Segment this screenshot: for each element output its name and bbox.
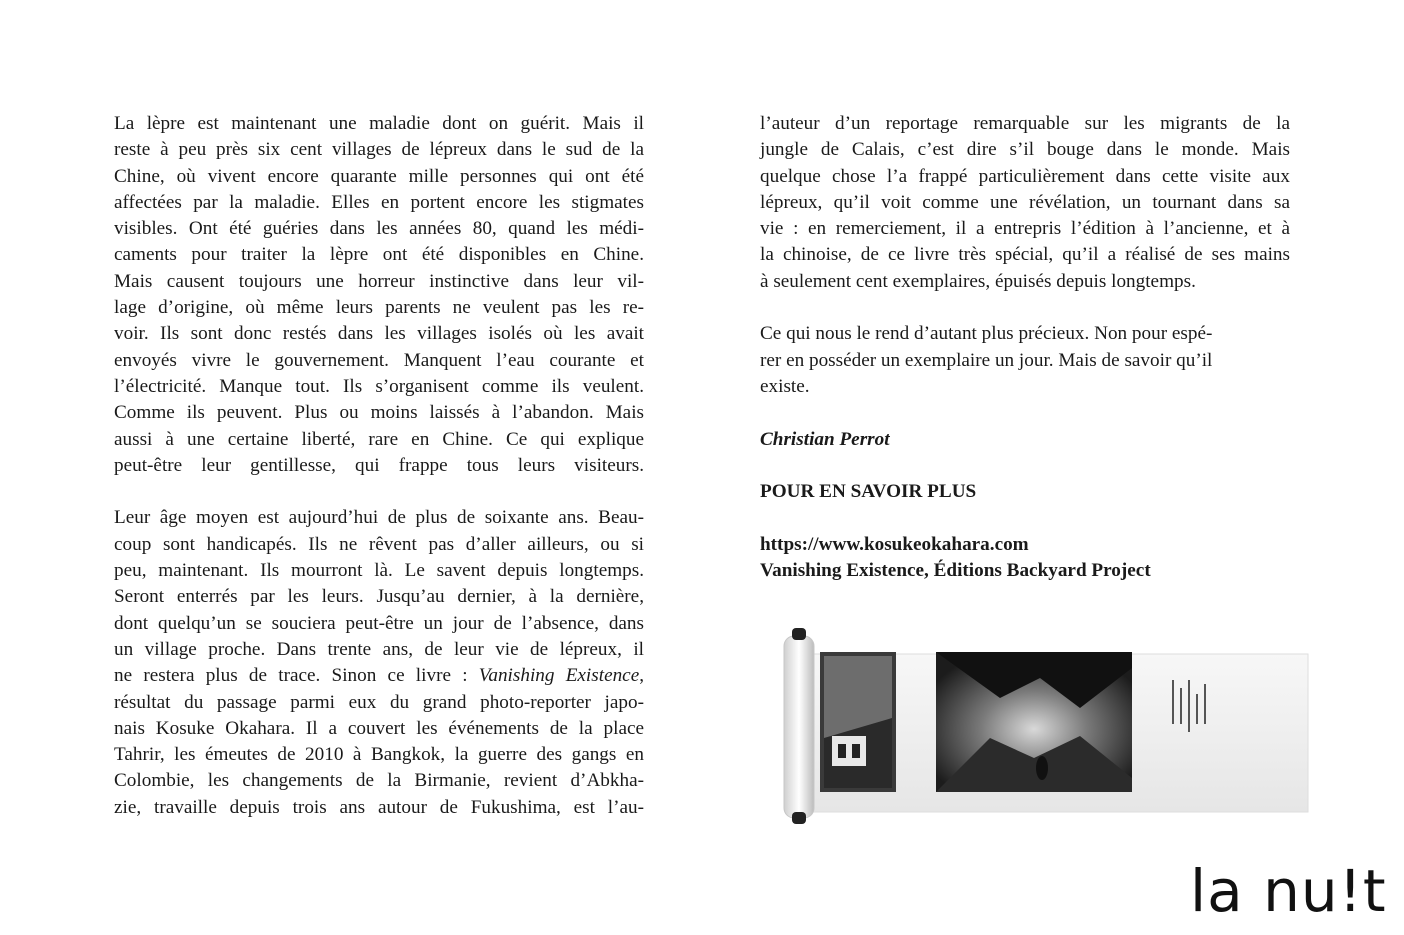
text-line: existe. bbox=[760, 375, 810, 397]
author-signature: Christian Perrot bbox=[760, 428, 890, 450]
text-line: reste à peu près six cent villages de lépreux dans le sud de la bbox=[114, 139, 644, 161]
text-line: Mais causent toujours une horreur instinctive dans leur vil- bbox=[114, 270, 644, 292]
book-reference: Vanishing Existence, Éditions Backyard Project bbox=[760, 560, 1151, 582]
paragraph-2 bbox=[114, 505, 644, 821]
text-line: affectées par la maladie. Elles en portent encore les stigmates bbox=[114, 191, 644, 213]
text-line: coup sont handicapés. Ils ne rêvent pas d’aller ailleurs, ou si bbox=[114, 533, 644, 555]
text-line: quelque chose l’a frappé particulièrement dans cette visite aux bbox=[760, 165, 1290, 187]
paragraph-gap bbox=[114, 479, 644, 505]
text-line: zie, travaille depuis trois ans autour de Fukushima, est l’au- bbox=[114, 796, 644, 818]
text-line: nais Kosuke Okahara. Il a couvert les événements de la place bbox=[114, 717, 644, 739]
text-line: Colombie, les changements de la Birmanie, revient d’Abkha- bbox=[114, 770, 644, 792]
more-info-heading: POUR EN SAVOIR PLUS bbox=[760, 481, 977, 503]
paragraph-gap bbox=[760, 505, 1290, 531]
text-line: l’électricité. Manque tout. Ils s’organisent comme ils veulent. bbox=[114, 375, 644, 397]
paragraph-gap bbox=[760, 400, 1290, 426]
text-line: dont quelqu’un se souciera peut-être un jour de l’absence, dans bbox=[114, 612, 644, 634]
text-line: la chinoise, de ce livre très spécial, qu’il a réalisé de ses mains bbox=[760, 244, 1290, 266]
text-line: rer en posséder un exemplaire un jour. Mais de savoir qu’il bbox=[760, 349, 1213, 371]
text-line: voir. Ils sont donc restés dans les villages isolés où les avait bbox=[114, 323, 644, 345]
text-line: peut-être leur gentillesse, qui frappe tous leurs visiteurs. bbox=[114, 454, 644, 476]
text-line: résultat du passage parmi eux du grand photo-reporter japo- bbox=[114, 691, 644, 713]
article-column-left bbox=[114, 111, 644, 821]
text-line: peu, maintenant. Ils mourront là. Le savent depuis longtemps. bbox=[114, 560, 644, 582]
text-line: envoyés vivre le gouvernement. Manquent l’eau courante et bbox=[114, 349, 644, 371]
text-line: Ce qui nous le rend d’autant plus précieux. Non pour espé- bbox=[760, 323, 1213, 345]
text-line: jungle de Calais, c’est dire s’il bouge dans le monde. Mais bbox=[760, 139, 1290, 161]
text-line: Seront enterrés par les leurs. Jusqu’au dernier, à la dernière, bbox=[114, 586, 644, 608]
book-title: Vanishing Existence bbox=[478, 665, 640, 687]
text-line: Leur âge moyen est aujourd’hui de plus de soixante ans. Beau- bbox=[114, 507, 644, 529]
text-line: Tahrir, les émeutes de 2010 à Bangkok, la guerre des gangs en bbox=[114, 744, 644, 766]
text-line: Chine, où vivent encore quarante mille personnes qui ont été bbox=[114, 165, 644, 187]
text-line: aussi à une certaine liberté, rare en Chine. Ce qui explique bbox=[114, 428, 644, 450]
text-line: lage d’origine, où même leurs parents ne veulent pas les re- bbox=[114, 297, 644, 319]
text-line: ne restera plus de trace. Sinon ce livre : Vanishing Existence, bbox=[114, 665, 645, 687]
paragraph-3 bbox=[760, 111, 1290, 295]
paragraph-gap bbox=[760, 453, 1290, 479]
text-fragment: ne restera plus de trace. Sinon ce livre : bbox=[114, 665, 468, 687]
text-line: visibles. Ont été guéries dans les années 80, quand les médi- bbox=[114, 218, 644, 240]
brand-logo: la nu!t bbox=[1190, 857, 1387, 925]
text-line: lépreux, qu’il voit comme une révélation, un tournant dans sa bbox=[760, 191, 1290, 213]
website-link[interactable]: https://www.kosukeokahara.com bbox=[760, 533, 1029, 555]
article-column-right bbox=[760, 111, 1290, 584]
paragraph-gap bbox=[760, 295, 1290, 321]
text-line: vie : en remerciement, il a entrepris l’édition à l’ancienne, et à bbox=[760, 218, 1290, 240]
photo-scroll-icon bbox=[780, 628, 1312, 824]
paragraph-4 bbox=[760, 321, 1290, 400]
text-line: l’auteur d’un reportage remarquable sur les migrants de la bbox=[760, 113, 1290, 134]
text-line: La lèpre est maintenant une maladie dont on guérit. Mais il bbox=[114, 113, 644, 134]
text-line: caments pour traiter la lèpre ont été disponibles en Chine. bbox=[114, 244, 644, 266]
text-line: à seulement cent exemplaires, épuisés depuis longtemps. bbox=[760, 270, 1196, 292]
text-line: Comme ils peuvent. Plus ou moins laissés à l’abandon. Mais bbox=[114, 402, 644, 424]
text-line: un village proche. Dans trente ans, de leur vie de lépreux, il bbox=[114, 638, 644, 660]
paragraph-1 bbox=[114, 111, 644, 479]
